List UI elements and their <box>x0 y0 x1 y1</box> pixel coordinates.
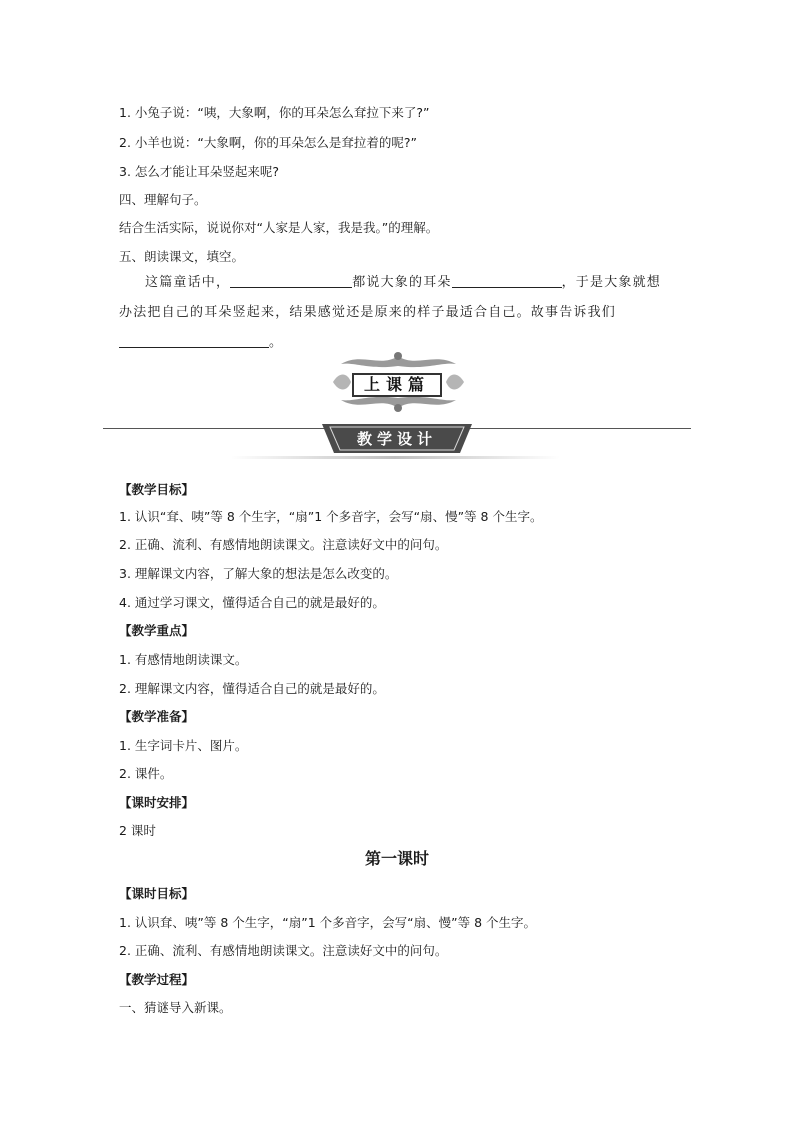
schedule-value: 2 课时 <box>119 823 156 838</box>
goals-heading: 【教学目标】 <box>119 482 195 497</box>
process-step: 一、猜谜导入新课。 <box>119 1000 232 1015</box>
fill-text-2: 都说大象的耳朵 <box>352 275 452 290</box>
section-4-prompt: 结合生活实际，说说你对“人家是人家，我是我。”的理解。 <box>119 220 439 235</box>
subsection-title: 教学设计 <box>356 430 437 448</box>
goal-item: 1. 认识“耷、咦”等 8 个生字，“扇”1 个多音字，会写“扇、慢”等 8 个生字。 <box>119 509 543 524</box>
exercise-question-1: 1. 小兔子说：“咦，大象啊，你的耳朵怎么耷拉下来了?” <box>119 105 430 120</box>
fill-text-4: 。 <box>269 335 284 350</box>
exercise-question-2: 2. 小羊也说：“大象啊，你的耳朵怎么是耷拉着的呢?” <box>119 135 417 150</box>
section-5-heading: 五、朗读课文，填空。 <box>119 249 245 264</box>
fill-text-3: ，于是大象就想办法把自己的耳朵竖起来，结果感觉还是原来的样子最适合自己。故事告诉我们 <box>119 275 662 320</box>
section-4-heading: 四、理解句子。 <box>119 192 207 207</box>
section-title: 上课篇 <box>352 373 442 397</box>
goal-item: 3. 理解课文内容，了解大象的想法是怎么改变的。 <box>119 566 398 581</box>
divider-shadow <box>230 456 560 459</box>
preparation-item: 1. 生字词卡片、图片。 <box>119 738 248 753</box>
lesson-goal-item: 2. 正确、流利、有感情地朗读课文。注意读好文中的问句。 <box>119 943 448 958</box>
fill-blank-3[interactable] <box>119 333 269 348</box>
key-points-heading: 【教学重点】 <box>119 623 195 638</box>
lesson-goals-heading: 【课时目标】 <box>119 886 195 901</box>
fill-in-paragraph <box>119 268 675 358</box>
lesson-title: 第一课时 <box>364 849 429 868</box>
exercise-question-3: 3. 怎么才能让耳朵竖起来呢? <box>119 164 280 179</box>
process-heading: 【教学过程】 <box>119 972 195 987</box>
key-point-item: 2. 理解课文内容，懂得适合自己的就是最好的。 <box>119 681 385 696</box>
fill-blank-2[interactable] <box>452 273 562 288</box>
fill-blank-1[interactable] <box>230 273 352 288</box>
goal-item: 2. 正确、流利、有感情地朗读课文。注意读好文中的问句。 <box>119 537 448 552</box>
lesson-goal-item: 1. 认识耷、咦”等 8 个生字，“扇”1 个多音字，会写“扇、慢”等 8 个生字。 <box>119 915 537 930</box>
goal-item: 4. 通过学习课文，懂得适合自己的就是最好的。 <box>119 595 385 610</box>
preparation-heading: 【教学准备】 <box>119 709 195 724</box>
key-point-item: 1. 有感情地朗读课文。 <box>119 652 248 667</box>
preparation-item: 2. 课件。 <box>119 766 173 781</box>
fill-text-1: 这篇童话中， <box>145 275 231 290</box>
schedule-heading: 【课时安排】 <box>119 795 195 810</box>
